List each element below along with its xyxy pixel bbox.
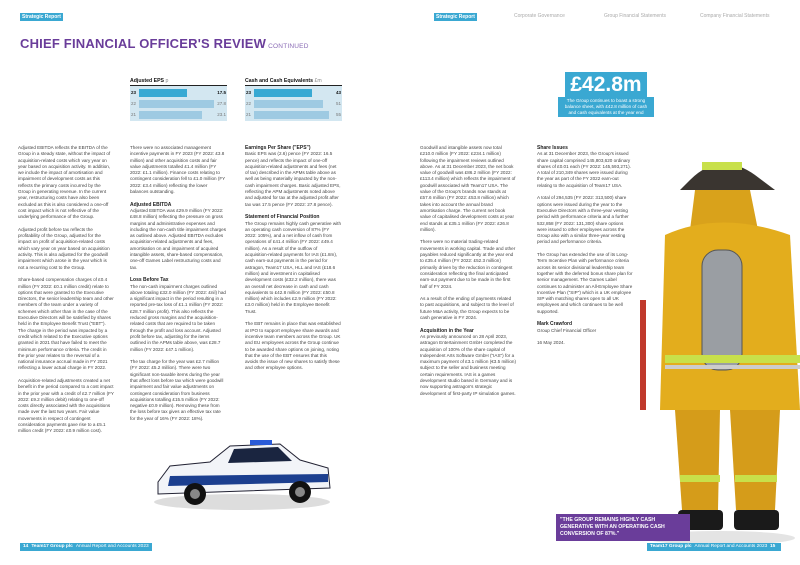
value-label: 17.5 — [217, 90, 226, 95]
page-number: 14 — [23, 544, 29, 549]
cash-highlight — [558, 72, 654, 117]
text-column-2 — [130, 145, 226, 428]
firefighter-image — [640, 140, 800, 545]
paragraph: Share-based compensation charges of £0.4 million (FY 2022: £0.1 million credit) relate to options that were granted to the Executive Directors, the senior leadership team and other members of the team under a variety of schemes which other than in the case of the Executive Directors will be satisfied by shares held in the Employee Benefit Trust ("EBT"). The charge in the period was impacted by a credit which related to the Executive options granted in 2021 that have failed to meet the minimum performance criteria. The credit in the prior year relates to the reversal of a national insurance accrual made in FY 2021 reflecting a lower actual charge in FY 2022. — [18, 277, 114, 371]
signatory-title: Group Chief Financial Officer — [537, 327, 597, 333]
category-label: 21 — [131, 112, 137, 117]
nav-corporate-governance[interactable]: Corporate Governance — [514, 13, 565, 19]
chart-unit: p — [165, 78, 169, 84]
nav-strategic-report[interactable]: Strategic Report — [436, 14, 475, 20]
paragraph: The tax charge for the year was £2.7 million (FY 2022: £5.2 million). There were two significant non-taxable items during the year that affect loss before tax which were goodwill impairment and fair value adjustments on contingent consideration from business acquisitions totalling £15.5 million (FY 2022: negative £0.9 million). Removing these from the loss before tax gives an effective tax rate for the year of 16% (FY 2022: 18%). — [130, 359, 224, 421]
chart-bar — [254, 100, 323, 108]
paragraph: Goodwill and intangible assets now total £210.0 million (FY 2022: £234.1 million) following the impairment reviews outlined above. As at 31 December 2023, the net book value of goodwill was £86.2 million (FY 2022: £113.4 million) which reflects the impairment of goodwill associated with Team17 USA. The value of the Group's brands now stands at £57.6 million (FY 2022: £53.8 million) which takes into account the annual brand amortisation charge. The current net book value of capitalised development costs at year end stands at £35.1 million (FY 2022: £26.8 million). — [420, 145, 516, 232]
footer-left — [20, 543, 152, 551]
paragraph: As previously announced on 28 April 2023, astragon Entertainment GmbH completed the acquisition of 100% of the share capital of Independent Arts Software GmbH ("IAS") for a maximum payment of £3.1 million (€3.5 million) subject to the seller and business meeting certain requirements. IAS is a games development studio based in Germany and is now supporting astragon's strategic development of first-party IP simulation games. — [420, 333, 516, 396]
chart-unit: £m — [314, 78, 322, 84]
text-column-1 — [18, 145, 114, 441]
chart-bar — [139, 89, 187, 97]
paragraph: The Group has extended the use of its Long-Term Incentive Plan with performance criteria across its senior divisional leadership team together with the deferred bonus share plan for senior management. The Games Label continues to administer an All-Employee Share Incentive Plan ("SIP") which is a UK employee SIP with matching shares open to all UK employees and which continues to be well supported. — [537, 252, 633, 314]
paragraph: As at 31 December 2023, the Group's issued share capital comprised 145,803,620 ordinary shares of £0.01 each (FY 2022: 145,593,271). A total of 210,349 shares were issued during the year as part of the FY 2022 earn-out relating to the acquisition of Team17 USA. — [537, 151, 631, 188]
title-suffix: CONTINUED — [268, 43, 309, 50]
paragraph: The non-cash impairment charges outlined above totaling £32.0 million (FY 2022: £nil) had a significant impact in the period resulting in a reported pre-tax loss of £1.1 million (FY 2022: £28.7 million profit). This also reflects the reduced gross margins and the acquisition-related costs that are required to be taken through the profit and loss account. Adjusted profit before tax, adjusting for the items outlined in the APMs table above, was £28.7 million (FY 2022: £47.1 million). — [130, 283, 226, 352]
paragraph: Adjusted EBITDA was £29.9 million (FY 2022: £48.8 million) reflecting the pressure on gross margins and administrative expenses and including the non-cash title impairment charges as outlined above. Adjusted EBITDA excludes acquisition-related adjustments and fees, amortisation on and impairment of acquired intangible assets, share-based compensation, one-off Games Label restructuring costs and tax. — [130, 207, 227, 270]
footer-doc: Annual Report and Accounts 2023 — [75, 544, 149, 549]
value-label: 51 — [335, 101, 341, 106]
value-label: 43 — [335, 90, 341, 95]
page-number: 15 — [769, 544, 776, 549]
title-text: CHIEF FINANCIAL OFFICER'S REVIEW — [20, 36, 267, 51]
paragraph: Adjusted EBITDA reflects the EBITDA of the Group in a steady state, without the impact of acquisition-related costs which vary year on year based on acquisition activity. In addition, we include the impact of amortisation and impairment of development costs as this reflects the primary costs incurred by the Group in generating revenue. In the current year, restructuring costs have also been excluded as this is also considered a one-off cost impact which is not reflective of the underlying performance of the Group. — [18, 145, 111, 220]
text-column-5 — [537, 145, 633, 346]
paragraph: As a result of the ending of payments related to past acquisitions, and subject to the level of future M&A activity, the Group expects to be cash generative in FY 2024. — [420, 296, 514, 321]
heading-adjusted-ebitda: Adjusted EBITDA — [130, 201, 172, 208]
paragraph: The EBT remains in place that was established at IPO to support employee share awards and incentive team members across the Group. UK and EU employees across the Group continue to be awarded share options on joining, noting that the use of the EBT ensures that this avoids the issue of new shares to satisfy these and other employee options. — [245, 321, 341, 371]
pull-quote: "THE GROUP REMAINS HIGHLY CASH GENERATIVE WITH AN OPERATING CASH CONVERSION OF 87%." — [556, 514, 690, 541]
chart-title: Adjusted EPS p — [130, 78, 227, 86]
category-label: 22 — [131, 101, 137, 106]
chart-row — [245, 109, 342, 120]
nav-company-financial-statements[interactable]: Company Financial Statements — [700, 13, 770, 19]
heading-financial-position: Statement of Financial Position — [245, 214, 320, 221]
paragraph: Acquisition-related adjustments created a net benefit in the period compared to a cost impact in the prior year with a credit of £2.7 million (FY 2022: £9.2 million debit) relating to one-off costs directly associated with the acquisitions made over the last two years. Fair value movements in respect of contingent consideration payments gave rise to a £5.1 million credit (FY 2022: £0.9 million cost). — [18, 377, 114, 434]
chart-row — [130, 109, 227, 120]
category-label: 21 — [246, 112, 252, 117]
page-title — [20, 36, 309, 51]
signatory-name: Mark Crawford — [537, 321, 573, 328]
paragraph: A total of 294,535 (FY 2022: 313,500) share options were issued during the year to the Executive Directors with a three-year vesting period with performance criteria and a further 532,858 (FY 2022: 131,300) share options were issued to other employees across the Group also with a similar three-year vesting period and performance criteria. — [537, 195, 629, 245]
paragraph: The Group remains highly cash generative with an operating cash conversion of 87% (FY 2022: 105%), and a net inflow of cash from operations of £41.4 million (FY 2022: £49.4 million). As a result of the outflow of acquisition-related payments for IAS (£1.8m), cash earn-out payments in the period for astragon, Team17 USA, HLL and IAS (£18.6 million) and investment in capitalised development costs (£32.2 million), there was an overall net decrease in cash and cash equivalents to £42.8 million (FY 2022: £50.8 million) which includes £2.9 million (FY 2022: £3.0 million) held in the Employee Benefit Trust. — [245, 220, 342, 314]
highlight-value: £42.8m — [565, 72, 646, 97]
paragraph: Basic EPS was (2.6) pence (FY 2022: 16.5 pence) and reflects the impact of one-off acquisition-related adjustments and fees (net of tax) described in the APMs table above as well as being materially impacted by the non-cash impairment charges. Basic adjusted EPS, reflecting the APM adjustments noted above and adjusted for tax at the adjusted profit after tax was 17.5 pence (FY 2022: 27.8 pence). — [245, 151, 341, 207]
chart-bar — [254, 111, 329, 119]
value-label: 23.1 — [217, 112, 226, 117]
category-label: 23 — [246, 90, 252, 95]
chart-row — [130, 87, 227, 98]
heading-loss-before-tax: Loss Before Tax — [130, 277, 169, 284]
text-column-4 — [420, 145, 516, 403]
footer-company: Team17 Group plc — [31, 544, 73, 549]
chart-row — [245, 98, 342, 109]
heading-acquisition: Acquisition in the Year — [420, 327, 474, 334]
value-label: 27.8 — [217, 101, 226, 106]
chart-row — [245, 87, 342, 98]
chart-bar — [139, 100, 214, 108]
police-car-image — [150, 432, 335, 512]
chart-bar — [139, 111, 202, 119]
adjusted-eps-chart — [130, 78, 227, 121]
category-label: 23 — [131, 90, 137, 95]
chart-title: Cash and Cash Equivalents £m — [245, 78, 342, 86]
paragraph: There were no associated management incentive payments in FY 2023 (FY 2022: £3.8 million) and other acquisition costs and fair value adjustments totalled £1.4 million (FY 2022: £1.1 million). Finance costs relating to contingent consideration fell to £1.0 million (FY 2022: £3.4 million) reflecting the lower balances outstanding. — [130, 145, 226, 195]
paragraph: Adjusted profit before tax reflects the profitability of the Group, adjusted for the impact on profit of acquisition-related costs which vary year on year based on acquisition activity. This is also adjusted for the goodwill impairment which arose in the year which is not a recurring cost to the Group. — [18, 226, 110, 270]
cash-equivalents-chart — [245, 78, 342, 121]
signature-date: 16 May 2024. — [537, 339, 565, 345]
heading-eps: Earnings Per Share ("EPS") — [245, 145, 311, 151]
chart-bar — [254, 89, 312, 97]
nav-group-financial-statements[interactable]: Group Financial Statements — [604, 13, 666, 19]
paragraph: There were no material trading-related movements in working capital. Trade and other payables reduced significantly at the year end to £35.4 million (FY 2022: £52.3 million) primarily driven by the reduction in contingent consideration reflecting the final anticipated earn-out payment due to be made in the first half of FY 2024. — [420, 239, 516, 289]
highlight-caption: The Group continues to boast a strong balance sheet, with £42.8 million of cash and cash equivalents at the year end — [558, 97, 654, 117]
heading-share-issues: Share Issues — [537, 145, 568, 151]
footer-right — [647, 543, 781, 551]
section-tag-strategic-report[interactable]: Strategic Report — [22, 14, 61, 20]
text-column-3 — [245, 145, 341, 378]
chart-row — [130, 98, 227, 109]
footer-company: Team17 Group plc — [650, 544, 692, 549]
footer-doc: Annual Report and Accounts 2023 — [694, 544, 768, 549]
category-label: 22 — [246, 101, 252, 106]
value-label: 55 — [335, 112, 341, 117]
